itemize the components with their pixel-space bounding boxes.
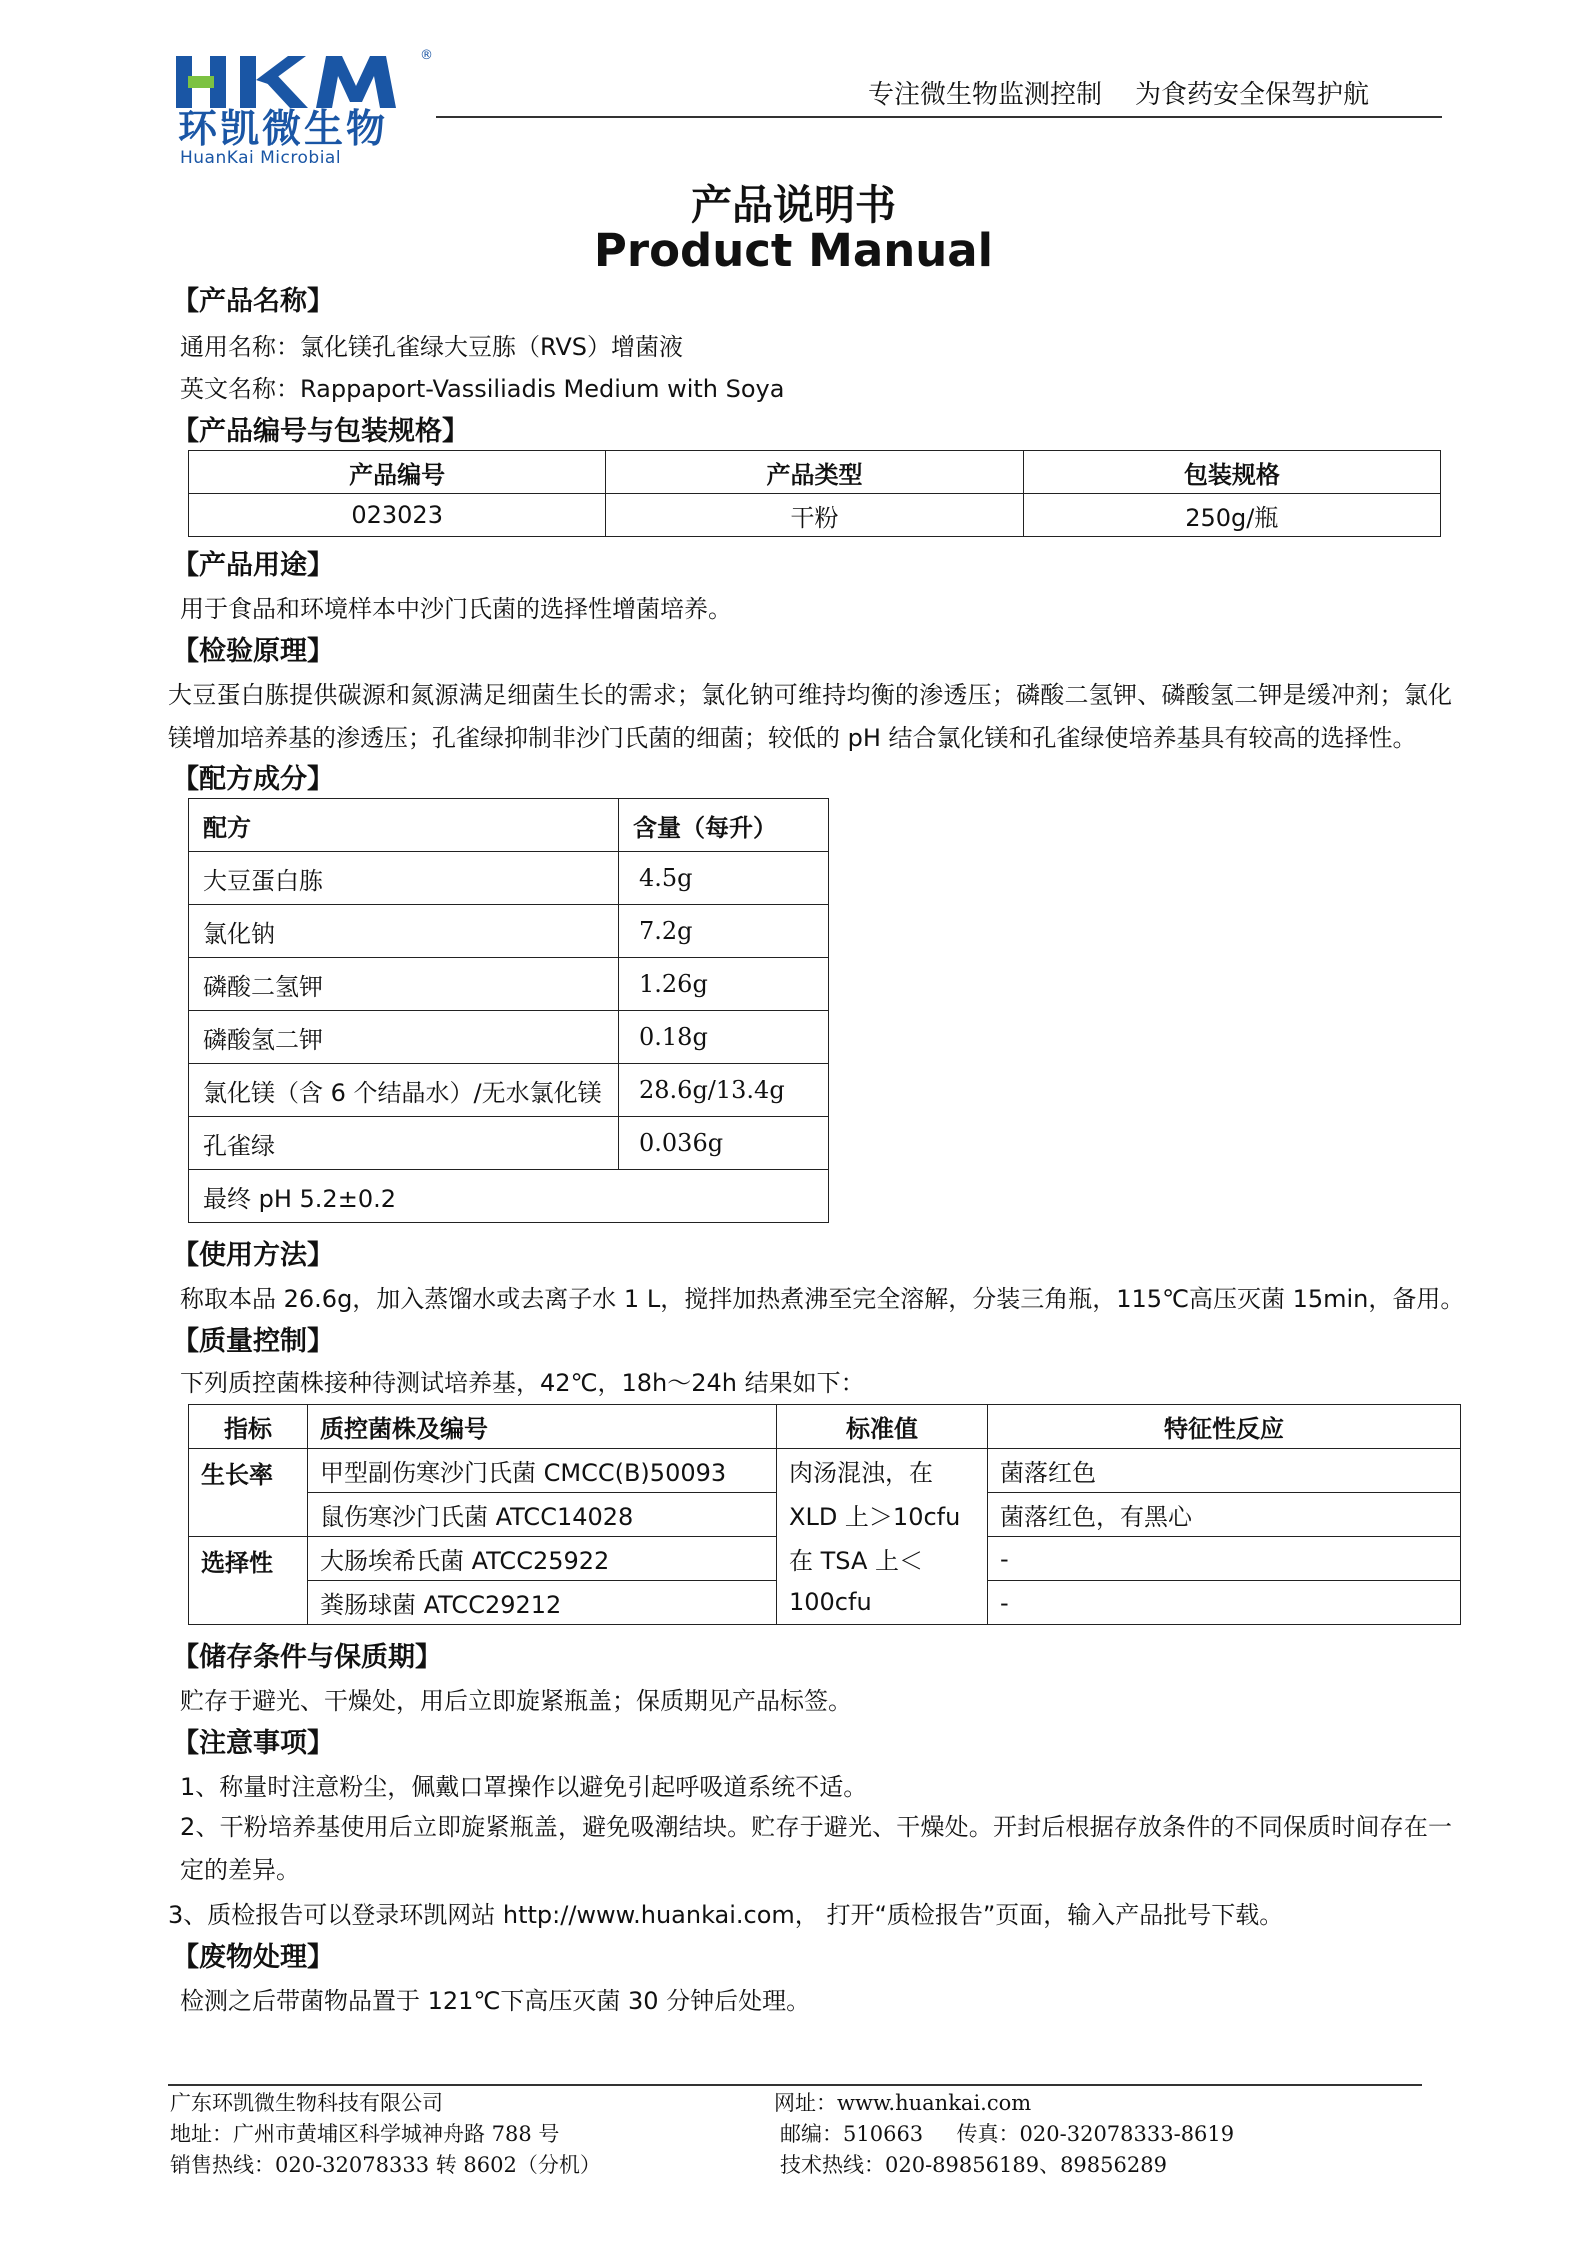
ingredient-name: 磷酸氢二钾 bbox=[189, 1011, 619, 1064]
table-row bbox=[189, 1581, 1461, 1625]
ingredient-amount: 28.6g/13.4g bbox=[619, 1064, 829, 1117]
footer-postcode-fax: 邮编：510663 传真：020-32078333-8619 bbox=[780, 2122, 1235, 2146]
standard-value: 肉汤混浊，在 bbox=[777, 1449, 988, 1493]
ingredient-amount: 0.18g bbox=[619, 1011, 829, 1064]
ingredient-amount: 1.26g bbox=[619, 958, 829, 1011]
reaction-value: - bbox=[988, 1581, 1461, 1625]
final-ph: 最终 pH 5.2±0.2 bbox=[189, 1170, 829, 1223]
footer-company: 广东环凯微生物科技有限公司 bbox=[170, 2091, 443, 2115]
amount-header: 含量（每升） bbox=[619, 799, 829, 852]
strain-name: 鼠伤寒沙门氏菌 ATCC14028 bbox=[308, 1493, 777, 1537]
type-value: 干粉 bbox=[606, 494, 1023, 537]
strain-name: 甲型副伤寒沙门氏菌 CMCC(B)50093 bbox=[308, 1449, 777, 1493]
footer-divider bbox=[168, 2084, 1422, 2086]
title-en: Product Manual bbox=[593, 224, 994, 277]
ingredient-amount: 7.2g bbox=[619, 905, 829, 958]
section-heading-qc: 【质量控制】 bbox=[172, 1326, 334, 1357]
ingredient-name: 孔雀绿 bbox=[189, 1117, 619, 1170]
table-row bbox=[189, 1449, 1461, 1493]
strain-name: 大肠埃希氏菌 ATCC25922 bbox=[308, 1537, 777, 1581]
ingredient-name: 氯化镁（含 6 个结晶水）/无水氯化镁 bbox=[189, 1064, 619, 1117]
standard-value: 100cfu bbox=[777, 1581, 988, 1625]
section-heading-use: 【产品用途】 bbox=[172, 550, 334, 581]
indicator-header: 指标 bbox=[189, 1405, 308, 1449]
qc-intro: 下列质控菌株接种待测试培养基，42℃，18h～24h 结果如下： bbox=[180, 1369, 865, 1397]
table-row bbox=[189, 494, 1441, 537]
table-row bbox=[189, 1537, 1461, 1581]
note-item: 3、质检报告可以登录环凯网站 http://www.huankai.com， 打开“质检报告”页面，输入产品批号下载。 bbox=[168, 1901, 1284, 1929]
note-item: 2、干粉培养基使用后立即旋紧瓶盖，避免吸潮结块。贮存于避光、干燥处。开封后根据存放条件的不同保质时间存在一定的差异。 bbox=[180, 1813, 1452, 1884]
section-heading-waste: 【废物处理】 bbox=[172, 1942, 334, 1973]
group-selectivity: 选择性 bbox=[189, 1537, 308, 1625]
section-heading-formula: 【配方成分】 bbox=[172, 764, 334, 795]
footer-website: 网址：www.huankai.com bbox=[774, 2091, 1032, 2115]
strain-name: 粪肠球菌 ATCC29212 bbox=[308, 1581, 777, 1625]
type-header: 产品类型 bbox=[606, 451, 1023, 494]
ingredient-amount: 4.5g bbox=[619, 852, 829, 905]
standard-header: 标准值 bbox=[777, 1405, 988, 1449]
section-heading-notes: 【注意事项】 bbox=[172, 1728, 334, 1759]
formula-header: 配方 bbox=[189, 799, 619, 852]
section-heading-method: 【使用方法】 bbox=[172, 1240, 334, 1271]
note-item: 1、称量时注意粉尘，佩戴口罩操作以避免引起呼吸道系统不适。 bbox=[180, 1773, 868, 1801]
reaction-header: 特征性反应 bbox=[988, 1405, 1461, 1449]
table-row bbox=[189, 1011, 829, 1064]
formula-table bbox=[188, 798, 829, 1223]
slogan: 专注微生物监测控制 为食药安全保驾护航 bbox=[868, 80, 1370, 110]
table-row bbox=[189, 1493, 1461, 1537]
waste-text: 检测之后带菌物品置于 121℃下高压灭菌 30 分钟后处理。 bbox=[180, 1987, 811, 2015]
generic-name: 通用名称：氯化镁孔雀绿大豆胨（RVS）增菌液 bbox=[180, 333, 684, 361]
title-cn: 产品说明书 bbox=[691, 181, 896, 229]
section-heading-code: 【产品编号与包装规格】 bbox=[172, 416, 469, 447]
brand-name-cn: 环凯微生物 bbox=[178, 107, 389, 152]
reaction-value: 菌落红色 bbox=[988, 1449, 1461, 1493]
brand-name-en: HuanKai Microbial bbox=[180, 148, 342, 168]
pack-header: 包装规格 bbox=[1023, 451, 1440, 494]
principle-text: 大豆蛋白胨提供碳源和氮源满足细菌生长的需求；氯化钠可维持均衡的渗透压；磷酸二氢钾、磷酸氢二钾是缓冲剂；氯化镁增加培养基的渗透压；孔雀绿抑制非沙门氏菌的细菌；较低的 pH 结合氯化镁和孔雀绿使培养基具有较高的选择性。 bbox=[168, 681, 1452, 752]
pack-value: 250g/瓶 bbox=[1023, 494, 1440, 537]
table-row bbox=[189, 1170, 829, 1223]
code-table bbox=[188, 450, 1441, 537]
use-text: 用于食品和环境样本中沙门氏菌的选择性增菌培养。 bbox=[180, 595, 732, 623]
strain-header: 质控菌株及编号 bbox=[308, 1405, 777, 1449]
hkm-logo-mark bbox=[176, 50, 436, 112]
table-row bbox=[189, 1064, 829, 1117]
registered-mark: ® bbox=[420, 48, 433, 63]
reaction-value: - bbox=[988, 1537, 1461, 1581]
standard-value: 在 TSA 上＜ bbox=[777, 1537, 988, 1581]
standard-value: XLD 上＞10cfu bbox=[777, 1493, 988, 1537]
section-heading-name: 【产品名称】 bbox=[172, 286, 334, 317]
table-row bbox=[189, 852, 829, 905]
reaction-value: 菌落红色，有黑心 bbox=[988, 1493, 1461, 1537]
section-heading-storage: 【储存条件与保质期】 bbox=[172, 1642, 442, 1673]
storage-text: 贮存于避光、干燥处，用后立即旋紧瓶盖；保质期见产品标签。 bbox=[180, 1687, 852, 1715]
english-name: 英文名称：Rappaport-Vassiliadis Medium with Soya bbox=[180, 375, 785, 403]
footer-sales: 销售热线：020-32078333 转 8602（分机） bbox=[170, 2153, 601, 2177]
header-divider bbox=[436, 116, 1442, 118]
footer-tech: 技术热线：020-89856189、89856289 bbox=[780, 2153, 1167, 2177]
code-value: 023023 bbox=[189, 494, 606, 537]
ingredient-amount: 0.036g bbox=[619, 1117, 829, 1170]
footer-address: 地址：广州市黄埔区科学城神舟路 788 号 bbox=[170, 2122, 560, 2146]
section-heading-principle: 【检验原理】 bbox=[172, 636, 334, 667]
ingredient-name: 磷酸二氢钾 bbox=[189, 958, 619, 1011]
code-header: 产品编号 bbox=[189, 451, 606, 494]
method-text: 称取本品 26.6g，加入蒸馏水或去离子水 1 L，搅拌加热煮沸至完全溶解，分装三角瓶，115℃高压灭菌 15min，备用。 bbox=[180, 1285, 1465, 1313]
qc-table bbox=[188, 1404, 1461, 1625]
table-row bbox=[189, 958, 829, 1011]
table-row bbox=[189, 905, 829, 958]
group-growth: 生长率 bbox=[189, 1449, 308, 1537]
ingredient-name: 大豆蛋白胨 bbox=[189, 852, 619, 905]
table-row bbox=[189, 1117, 829, 1170]
ingredient-name: 氯化钠 bbox=[189, 905, 619, 958]
